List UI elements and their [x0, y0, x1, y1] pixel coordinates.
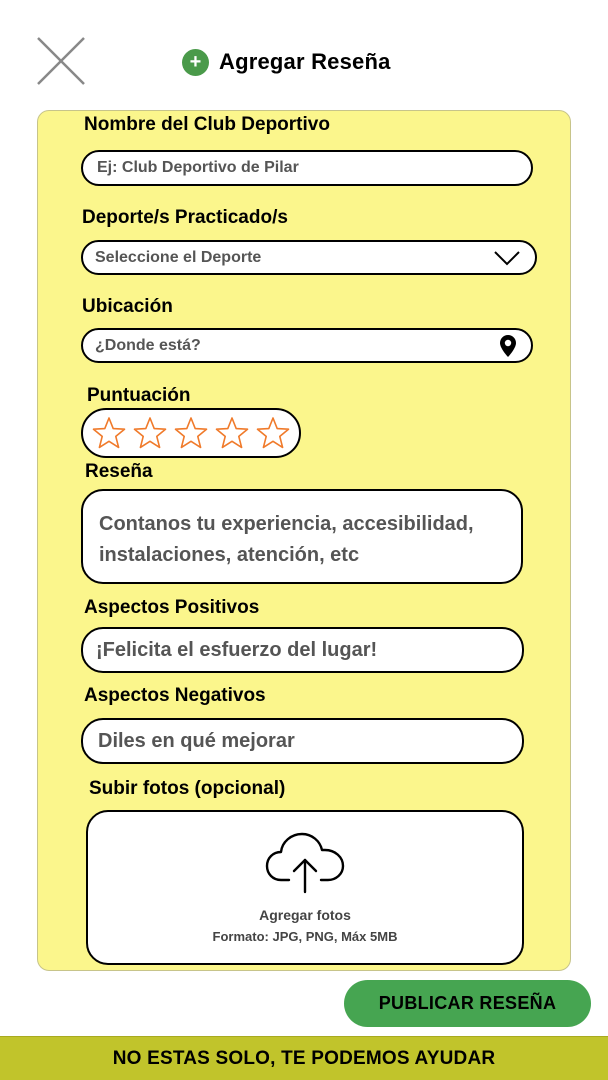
close-button[interactable] [36, 36, 86, 86]
sport-label: Deporte/s Practicado/s [82, 207, 288, 228]
close-icon [36, 36, 86, 86]
negative-aspects-label: Aspectos Negativos [84, 685, 266, 706]
rating-label: Puntuación [87, 385, 191, 406]
club-name-placeholder: Ej: Club Deportivo de Pilar [97, 159, 299, 176]
star-icon-3[interactable] [173, 415, 209, 451]
photos-label: Subir fotos (opcional) [89, 778, 286, 799]
photo-upload-dropzone[interactable] [86, 810, 524, 965]
page-header [182, 47, 391, 77]
negative-aspects-input[interactable] [81, 718, 524, 764]
location-placeholder: ¿Donde está? [95, 336, 201, 354]
review-label: Reseña [85, 461, 153, 482]
sport-select[interactable] [81, 240, 537, 275]
cloud-upload-icon [265, 832, 345, 899]
review-placeholder: Contanos tu experiencia, accesibilidad, instalaciones, atención, etc [99, 513, 474, 566]
page-title: Agregar Reseña [219, 49, 391, 74]
add-photos-text: Agregar fotos [259, 907, 351, 923]
help-banner[interactable]: NO ESTAS SOLO, TE PODEMOS AYUDAR [0, 1036, 608, 1080]
star-icon-2[interactable] [132, 415, 168, 451]
sport-select-value: Seleccione el Deporte [95, 248, 262, 266]
photo-format-text: Formato: JPG, PNG, Máx 5MB [212, 929, 398, 944]
review-textarea[interactable] [81, 489, 523, 584]
location-label: Ubicación [82, 296, 173, 317]
map-pin-icon[interactable] [499, 334, 517, 358]
star-icon-5[interactable] [255, 415, 291, 451]
positive-aspects-input[interactable] [81, 627, 524, 673]
location-input[interactable] [81, 328, 533, 363]
star-icon-4[interactable] [214, 415, 250, 451]
publish-review-button[interactable]: PUBLICAR RESEÑA [344, 980, 591, 1027]
positive-aspects-label: Aspectos Positivos [84, 597, 260, 618]
star-rating[interactable] [81, 408, 301, 458]
negative-aspects-placeholder: Diles en qué mejorar [98, 729, 295, 752]
club-name-input[interactable] [81, 150, 533, 186]
positive-aspects-placeholder: ¡Felicita el esfuerzo del lugar! [96, 638, 378, 661]
chevron-down-icon [493, 250, 521, 266]
club-name-label: Nombre del Club Deportivo [84, 114, 330, 135]
star-icon-1[interactable] [91, 415, 127, 451]
plus-circle-icon: + [182, 49, 209, 76]
